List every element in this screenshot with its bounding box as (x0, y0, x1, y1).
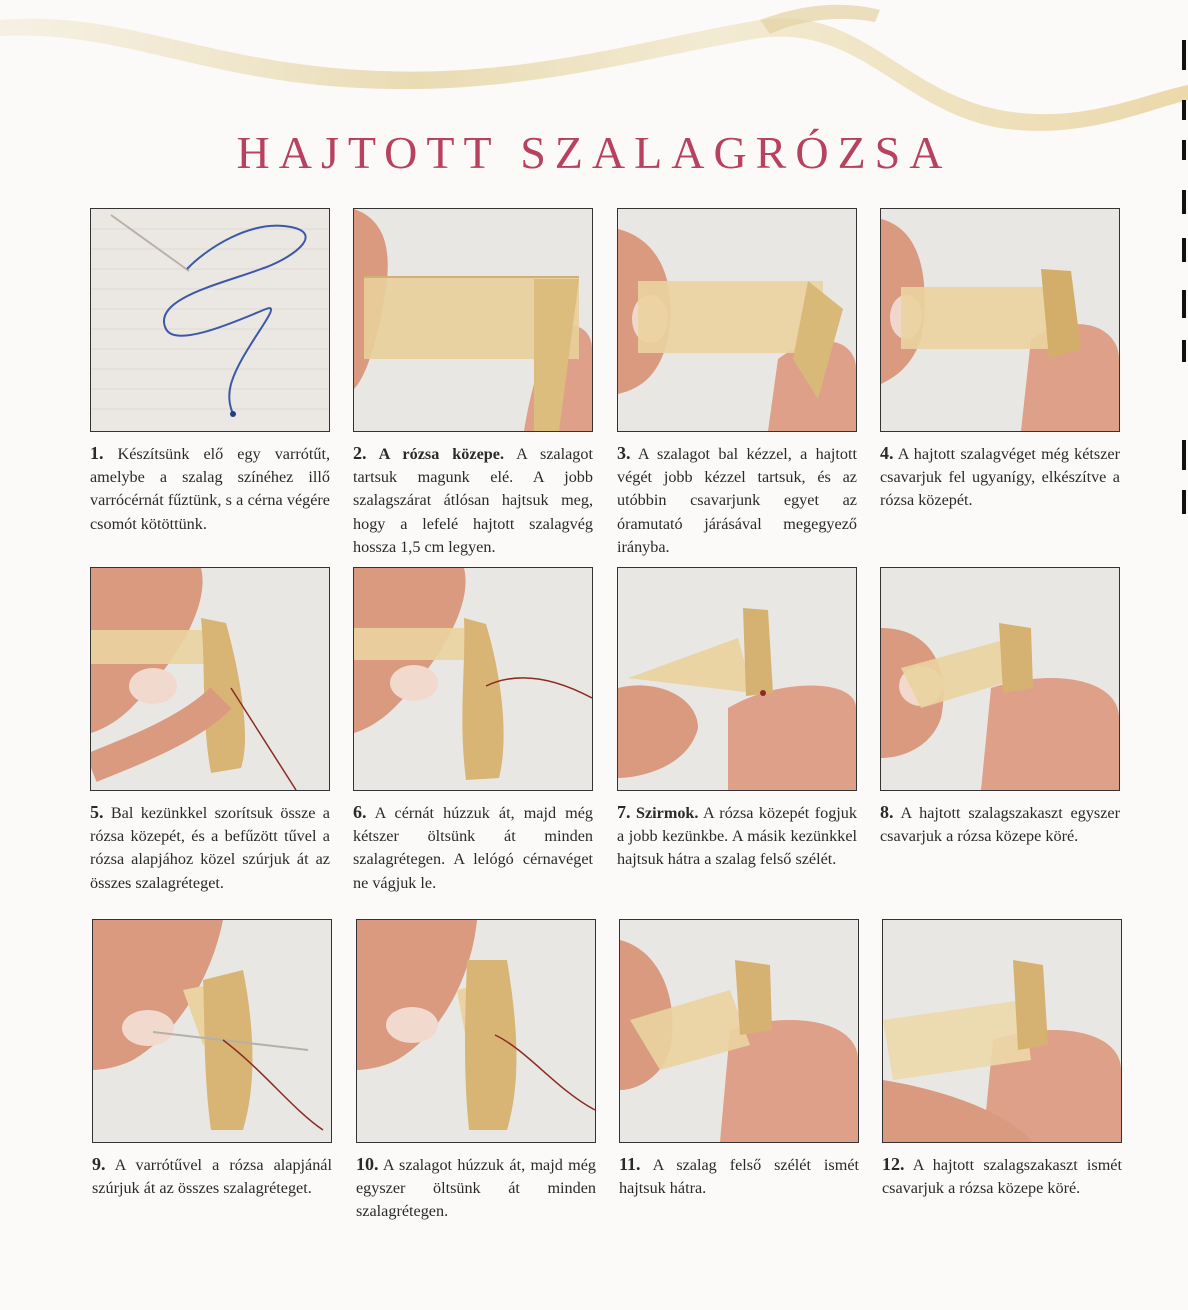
step-text: A hajtott szalagvéget még kétszer csavarjuk fel ugyanígy, elkészítve a rózsa közepét. (880, 445, 1120, 510)
step-8 (880, 567, 1120, 848)
step-7 (617, 567, 857, 872)
step-2 (353, 208, 593, 559)
step-number: 9. (92, 1154, 106, 1174)
ribbon-twist-photo (618, 209, 856, 431)
step-caption (882, 1153, 1122, 1200)
step-number: 2. (353, 443, 367, 463)
step-caption (356, 1153, 596, 1224)
step-number: 12. (882, 1154, 905, 1174)
step-number: 5. (90, 802, 104, 822)
rose-center-photo (881, 209, 1119, 431)
step-1 (90, 208, 330, 536)
step-text: A rózsa közepét fogjuk a jobb kezünkbe. A másik kezünkkel hajtsuk hátra a szalag felső szélét. (617, 804, 857, 869)
step-12 (882, 919, 1122, 1200)
step-text: A hajtott szalagszakaszt ismét csavarjuk a rózsa közepe köré. (882, 1156, 1122, 1198)
step-caption (353, 801, 593, 895)
step-text: A szalagot bal kézzel, a hajtott végét jobb kézzel tartsuk, és az utóbbin csavarjunk egyet az óramutató járásával megegyező irányba. (617, 445, 857, 556)
step-photo (353, 208, 593, 432)
step-photo (356, 919, 596, 1143)
step-caption (90, 801, 330, 895)
step-caption (617, 801, 857, 872)
fold-back-photo (620, 920, 858, 1142)
step-11 (619, 919, 859, 1200)
step-6 (353, 567, 593, 895)
needle-thread-photo (91, 209, 329, 431)
ribbon-fold-photo (354, 209, 592, 431)
step-caption (92, 1153, 332, 1200)
step-caption (880, 801, 1120, 848)
step-caption (617, 442, 857, 559)
step-photo (880, 567, 1120, 791)
step-text: A hajtott szalagszakaszt egyszer csavarjuk a rózsa közepe köré. (880, 804, 1120, 846)
step-photo (617, 208, 857, 432)
step-photo (880, 208, 1120, 432)
step-lead: A rózsa közepe. (366, 445, 505, 463)
step-text: A varrótűvel a rózsa alapjánál szúrjuk át az összes szalagréteget. (92, 1156, 332, 1198)
step-3 (617, 208, 857, 559)
step-caption (90, 442, 330, 536)
step-number: 6. (353, 802, 367, 822)
stitch-again-photo (357, 920, 595, 1142)
page-title: HAJTOTT SZALAGRÓZSA (236, 127, 952, 178)
step-text: Készítsünk elő egy varrótűt, amelybe a szalag színéhez illő varrócérnát fűztünk, s a cérna végére csomót kötöttünk. (90, 445, 330, 533)
needle-base-photo (93, 920, 331, 1142)
step-photo (90, 567, 330, 791)
step-number: 8. (880, 802, 894, 822)
step-caption (619, 1153, 859, 1200)
step-photo (619, 919, 859, 1143)
step-number: 1. (90, 443, 104, 463)
wrap-center-photo (881, 568, 1119, 790)
pierce-base-photo (91, 568, 329, 790)
step-photo (92, 919, 332, 1143)
step-4 (880, 208, 1120, 513)
step-number: 11. (619, 1154, 641, 1174)
step-number: 4. (880, 443, 894, 463)
step-photo (617, 567, 857, 791)
step-text: A cérnát húzzuk át, majd még kétszer öltsünk át minden szalagrétegen. A lelógó cérnavéget ne vágjuk le. (353, 804, 593, 892)
wrap-again-photo (883, 920, 1121, 1142)
step-caption (880, 442, 1120, 513)
step-lead: Szirmok. (630, 804, 699, 822)
step-number: 7. (617, 802, 631, 822)
step-10 (356, 919, 596, 1224)
petal-fold-photo (618, 568, 856, 790)
pull-thread-photo (354, 568, 592, 790)
step-photo (882, 919, 1122, 1143)
step-text: A szalag felső szélét ismét hajtsuk hátra. (619, 1156, 859, 1198)
step-caption (353, 442, 593, 559)
step-9 (92, 919, 332, 1200)
step-text: Bal kezünkkel szorítsuk össze a rózsa közepét, és a befűzött tűvel a rózsa alapjához közel szúrjuk át az összes szalagréteget. (90, 804, 330, 892)
step-photo (353, 567, 593, 791)
step-5 (90, 567, 330, 895)
step-number: 10. (356, 1154, 379, 1174)
step-text: A szalagot tartsuk magunk elé. A jobb szalagszárat átlósan hajtsuk meg, hogy a lefelé hajtott szalagvég hossza 1,5 cm legyen. (353, 445, 593, 556)
step-number: 3. (617, 443, 631, 463)
step-text: A szalagot húzzuk át, majd még egyszer öltsünk át minden szalagrétegen. (356, 1156, 596, 1221)
step-photo (90, 208, 330, 432)
